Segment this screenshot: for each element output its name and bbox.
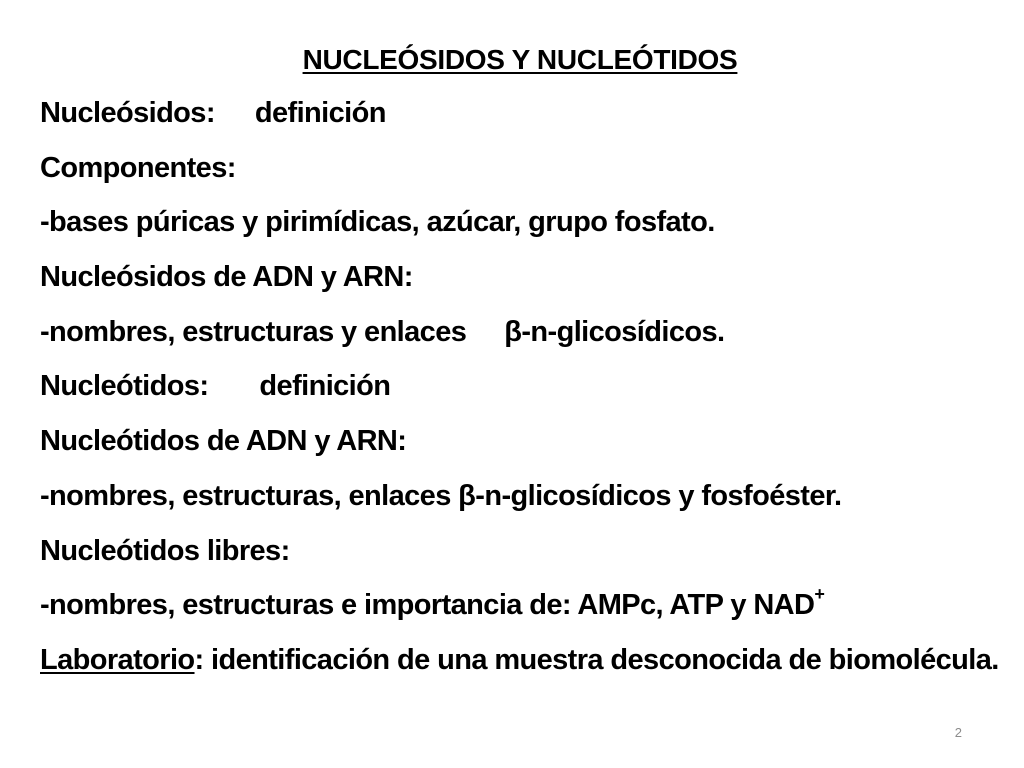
page-number: 2 [954,725,962,740]
nucleosidos-label: Nucleósidos: [40,97,215,129]
slide-body [40,94,1010,696]
slide-title: NUCLEÓSIDOS Y NUCLEÓTIDOS [302,44,738,75]
nucleosidos-adn-arn-line: Nucleósidos de ADN y ARN: [40,261,413,294]
nucleosidos-details-text: -nombres, estructuras y enlaces [40,315,467,348]
nucleotidos-libres-details-line [40,586,1010,625]
beta-glicosidicos-text: β-n-glicosídicos. [504,315,725,348]
nucleotidos-adn-arn-line: Nucleótidos de ADN y ARN: [40,425,407,458]
nucleotidos-definition: definición [259,370,391,403]
nucleosidos-details-line [40,313,1010,352]
nucleotidos-libres-line: Nucleótidos libres: [40,534,290,567]
componentes-line: Componentes: [40,151,236,184]
nucleosidos-definition: definición [254,97,386,129]
nucleosidos-definicion-line [40,94,1010,133]
laboratorio-line [40,641,1010,680]
nad-superscript: + [814,584,825,605]
componentes-detail-line: -bases púricas y pirimídicas, azúcar, grupo fosfato. [40,206,715,239]
laboratorio-text: : identificación de una muestra desconocida de biomolécula. [194,643,999,676]
nucleotidos-libres-text: -nombres, estructuras e importancia de: AMPc, ATP y NAD [40,589,815,622]
nucleotidos-definicion-line [40,367,1010,406]
nucleotidos-details-line: -nombres, estructuras, enlaces β-n-glicosídicos y fosfoéster. [40,479,842,512]
nucleotidos-label: Nucleótidos: [40,370,209,403]
laboratorio-label: Laboratorio [40,643,195,676]
